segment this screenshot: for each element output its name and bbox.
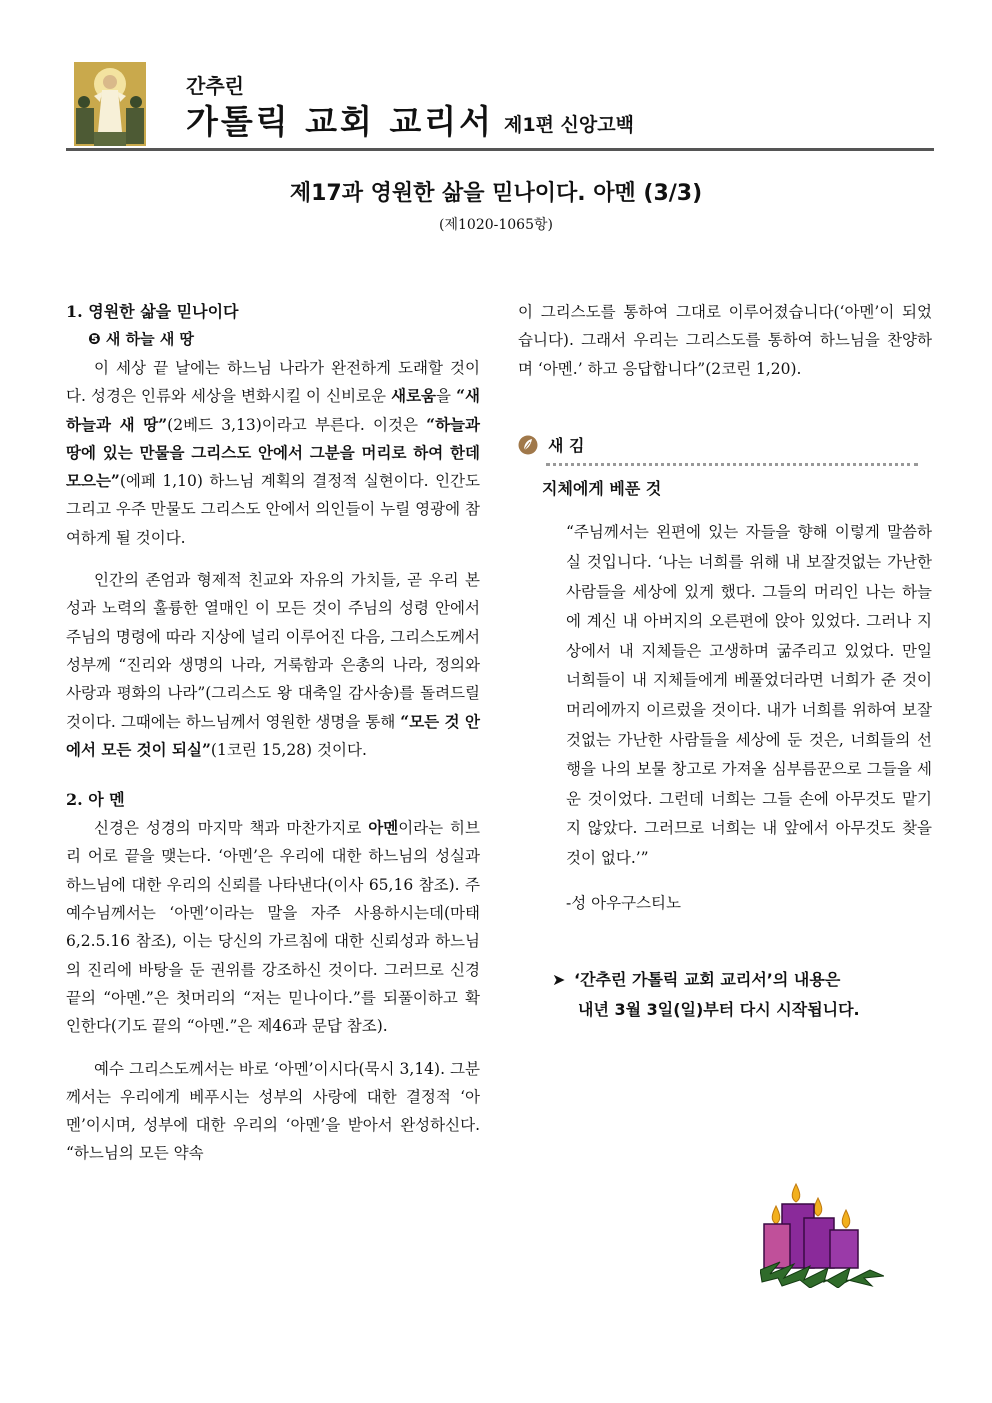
emphasis-text: “모든 것 안에서 모든 것이 되실” (66, 711, 480, 759)
emphasis-text: 새로움 (391, 386, 437, 406)
header (68, 60, 934, 150)
dotted-divider (546, 463, 918, 466)
notice (552, 965, 932, 1025)
paragraph-new-heaven (66, 354, 480, 552)
notice-text: ‘간추린 가톨릭 교회 교리서’의 내용은 (574, 969, 841, 989)
paragraph-jesus-amen: 예수 그리스도께서는 바로 ‘아멘’이시다(묵시 3,14). 그분께서는 우리에게 베푸시는 성부의 사랑에 대한 결정적 ‘아멘’이시며, 성부에 대한 우리의 ‘아멘’을 받아서 완성하신다. “하느님의 모든 약속 (66, 1059, 480, 1163)
lesson-title: 제17과 영원한 삶을 믿나이다. 아멘 (3/3) (289, 181, 703, 206)
spacer (66, 552, 480, 566)
text-run: 을 (436, 387, 457, 406)
emphasis-text: “하늘과 땅에 있는 만물을 그리스도 안에서 그분을 머리로 하여 한데 모으는” (66, 414, 480, 491)
text-run: 신경은 성경의 마지막 책과 마찬가지로 (94, 819, 369, 838)
emphasis-text: “새 하늘과 새 땅” (66, 386, 480, 434)
header-divider (66, 148, 934, 151)
text-run: 이 세상 끝 날에는 하느님 나라가 완전하게 도래할 것이다. 성경은 인류와 세상을 변화시킬 이 신비로운 (66, 359, 480, 406)
spacer (66, 764, 480, 786)
header-part-title: 제1편 신앙고백 (504, 114, 634, 136)
notice-line-1 (552, 965, 932, 995)
left-column (66, 298, 480, 1168)
reflection-header (518, 431, 932, 467)
section-heading-amen: 2. 아 멘 (66, 790, 125, 810)
text-run: (2베드 3,13)이라고 부른다. 이것은 (167, 415, 427, 434)
emphasis-text: 아멘 (368, 818, 399, 838)
lesson-range: (제1020-1065항) (439, 217, 553, 233)
text-run: (에페 1,10) 하느님 계획의 결정적 실현이다. 인간도 그리고 우주 만물도 그리스도 안에서 의인들이 누릴 영광에 참여하게 될 것이다. (66, 472, 480, 547)
leaf-bullet-icon (518, 435, 538, 455)
right-column (518, 298, 932, 1025)
subsection-heading-new-heaven: ❺ 새 하늘 새 땅 (88, 330, 195, 348)
paragraph-amen-continued: 이 그리스도를 통하여 그대로 이루어졌습니다(‘아멘’이 되었습니다). 그래서 우리는 그리스도를 통하여 하느님을 찬양하며 ‘아멘.’ 하고 응답합니다”(2코린 1,20). (518, 303, 932, 378)
arrow-icon: ➤ (552, 969, 566, 989)
paragraph-kingdom (66, 566, 480, 764)
section-heading-eternal-life: 1. 영원한 삶을 믿나이다 (66, 302, 239, 321)
reflection-label: 새 김 (548, 435, 585, 455)
notice-line-2: 내년 3월 3일(일)부터 다시 시작됩니다. (578, 999, 860, 1019)
text-run: 인간의 존엄과 형제적 친교와 자유의 가치들, 곧 우리 본성과 노력의 훌륭한 열매인 이 모든 것이 주님의 성령 안에서 주님의 명령에 따라 지상에 널리 이루어진 다음, 그리스도께서 성부께 “진리와 생명의 나라, 거룩함과 은총의 나라, 정의와 사랑과 평화의 나라”(그리스도 왕 대축일 감사송)를 돌려드릴 것이다. 그때에는 하느님께서 영원한 생명을 통해 (66, 571, 480, 731)
jesus-with-disciples-icon (74, 62, 146, 146)
paragraph-amen (66, 814, 480, 1040)
text-run: (1코린 15,28) 것이다. (210, 740, 367, 759)
quote-author: -성 아우구스티노 (566, 894, 681, 913)
advent-candles-icon (760, 1178, 884, 1288)
reflection-title: 지체에게 베푼 것 (542, 478, 662, 498)
spacer (66, 1041, 480, 1055)
header-title: 가톨릭 교회 교리서 (186, 102, 495, 141)
reflection-quote: “주님께서는 왼편에 있는 자들을 향해 이렇게 말씀하실 것입니다. ‘나는 너희를 위해 내 보잘것없는 가난한 사람들을 세상에 있게 했다. 그들의 머리인 나는 하늘에 계신 내 아버지의 오른편에 앉아 있었다. 그러나 지상에서 내 지체들은 고생하며 굶주리고 있었다. 만일 너희들이 내 지체들에게 베풀었더라면 너희가 준 것이 머리에까지 이르렀을 것이다. 내가 너희를 위하여 보잘것없는 가난한 사람들을 세상에 둔 것은, 너희들의 선행을 나의 보물 창고로 가져올 심부름꾼으로 그들을 세운 것이었다. 그런데 너희는 그들 손에 아무것도 맡기지 않았다. 그러므로 너희는 내 앞에서 아무것도 찾을 것이 없다.’” (566, 523, 932, 867)
text-run: 이라는 히브리 어로 끝을 맺는다. ‘아멘’은 우리에 대한 하느님의 성실과 하느님에 대한 우리의 신뢰를 나타낸다(이사 65,16 참조). 주 예수님께서는 ‘아멘’이라는 말을 자주 사용하시는데(마태 6,2.5.16 참조), 이는 당신의 가르침에 대한 신뢰성과 하느님의 진리에 바탕을 둔 권위를 강조하신 것이다. 그러므로 신경 끝의 “아멘.”은 첫머리의 “저는 믿나이다.”를 되풀이하고 확인한다(기도 끝의 “아멘.”은 제46과 문답 참조). (66, 819, 480, 1036)
header-subtitle: 간추린 (186, 74, 244, 98)
